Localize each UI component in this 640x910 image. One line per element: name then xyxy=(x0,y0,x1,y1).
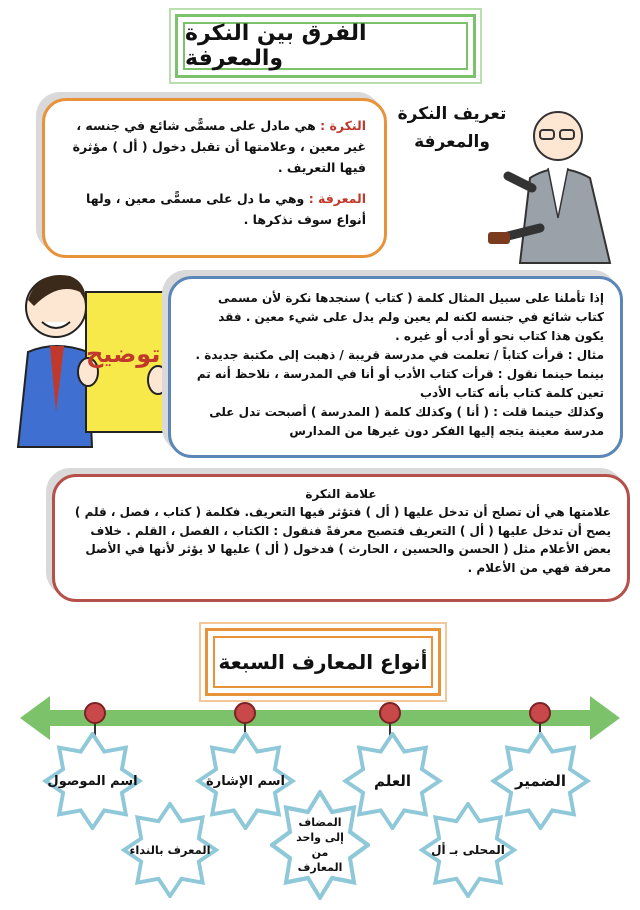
page-title: الفرق بين النكرة والمعرفة xyxy=(185,21,367,71)
explanation-box xyxy=(168,276,623,458)
teacher-caption: تعريف النكرة والمعرفة xyxy=(397,104,507,152)
nakira-sign-text: علامتها هي أن تصلح أن تدخل عليها ( أل ) فتؤثر فيها التعريف. فكلمة ( كتاب ، فصل ، قلم ) يصح أن تدخل عليها ( أل ) التعريف فتصبح معرفةً فنقول : الكتاب ، الفصل ، القلم . خلاف بعض الأعلام مثل ( الحسن والحسين ، الحارث ) فدخول ( أل ) عليها لا يؤثر لأنها في الأصل معرفة فهي من الأعلام . xyxy=(74,505,611,575)
type-with-al-label: المحلى بـ أل xyxy=(431,842,505,857)
teacher-illustration xyxy=(480,98,630,268)
types-title: أنواع المعارف السبعة xyxy=(218,650,428,674)
title-banner xyxy=(175,14,476,78)
nakira-text: هي مادل على مسمًّى شائع في جنسه ، غير معين ، وعلامتها أن تقبل دخول ( أل ) مؤثرة فيها التعريف . xyxy=(72,118,366,175)
type-vocative-label: المعرف بالنداء xyxy=(129,842,211,857)
definition-box xyxy=(42,98,387,258)
type-annexed xyxy=(270,790,370,900)
types-title-banner xyxy=(205,628,441,696)
type-pronoun-label: الضمير xyxy=(514,771,567,790)
nakira-sign-heading: علامة النكرة xyxy=(305,487,377,501)
type-proper-noun-label: العلم xyxy=(373,771,412,790)
type-demonstrative-label: اسم الإشارة xyxy=(206,773,285,789)
explain-p3: بينما حينما نقول : قرأت كتاب الأدب أو أنا في المدرسة ، نلاحظ أنه تم تعين كلمة كتاب بأنه كتاب الأدب xyxy=(196,367,604,400)
type-vocative xyxy=(120,802,220,898)
type-relative-label: اسم الموصول xyxy=(47,773,138,789)
marifa-text: وهي ما دل على مسمًّى معين ، ولها أنواع سوف نذكرها . xyxy=(86,191,366,227)
type-annexed-label: المضاف إلى واحد من المعارف xyxy=(296,816,344,874)
explain-p2: مثال : قرأت كتاباً / تعلمت في مدرسة قريبة / ذهبت إلى مكتبة جديدة . xyxy=(195,348,604,362)
explain-p1: إذا تأملنا على سبيل المثال كلمة ( كتاب ) سنجدها نكرة لأن مسمى كتاب شائع في جنسه لكنه لم يعين ولم يدل على شيء معين . فقد يكون هذا كتاب نحو أو أدب أو غيره . xyxy=(217,291,604,343)
nakira-sign-box xyxy=(52,474,630,602)
explain-p4: وكذلك حينما قلت : ( أنا ) وكذلك كلمة ( المدرسة ) أصبحت تدل على مدرسة معينة يتجه إليها الفكر دون غيرها من المدارس xyxy=(209,405,604,438)
nakira-label: النكرة : xyxy=(320,118,366,133)
marifa-label: المعرفة : xyxy=(308,191,366,206)
sign-label: توضيح xyxy=(86,340,161,368)
type-with-al xyxy=(418,802,518,898)
